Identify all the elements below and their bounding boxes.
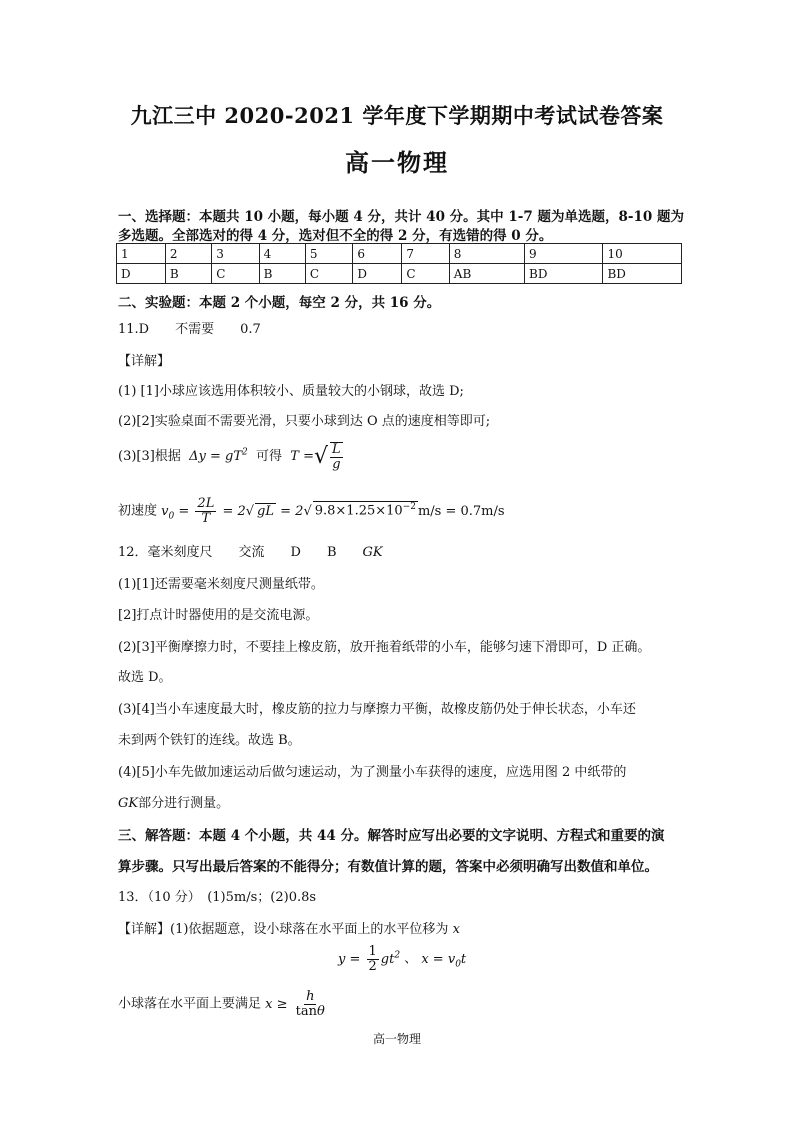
q12-detail-1: (1)[1]还需要毫米刻度尺测量纸带。 (118, 577, 324, 592)
page-title: 九江三中 2020-2021 学年度下学期期中考试试卷答案 (130, 103, 664, 128)
q12-detail-3: (2)[3]平衡摩擦力时，不要挂上橡皮筋，放开拖着纸带的小车，能够匀速下滑即可，D 正确。 (118, 640, 651, 655)
q12-answer-text: 12．毫米刻度尺 交流 D B (118, 545, 363, 560)
q13-detail-var: x (452, 922, 460, 937)
q12-answer-gk: GK (362, 545, 383, 560)
table-cell: 3 (212, 244, 259, 264)
q13-detail (118, 918, 460, 937)
section1-heading-line1: 一、选择题：本题共 10 小题，每小题 4 分，共计 40 分。其中 1-7 题为单选题，8-10 题为 (118, 209, 684, 225)
q12-detail-8-gk: GK (118, 796, 139, 811)
formula-delta-y: $\Delta y = gT^2$ (184, 447, 248, 465)
page-subtitle: 高一物理 (345, 148, 449, 177)
table-cell: C (305, 264, 352, 284)
table-cell: D (353, 264, 402, 284)
table-cell: BD (603, 264, 682, 284)
formula-condition: x ≥ $\frac{h}{\tan\theta}$ (265, 989, 325, 1019)
q12-detail-4: 故选 D。 (118, 670, 172, 685)
table-cell: 8 (449, 244, 524, 264)
formula-initial-velocity: $v_0$ = $\frac{2L}{T}$ = 2√ gL = 2√ $9.8\times 1.25\times 10^{-2}$ m/s = 0.7m/s (161, 496, 505, 526)
table-cell: D (117, 264, 166, 284)
q12-detail-7: (4)[5]小车先做加速运动后做匀速运动，为了测量小车获得的速度，应选用图 2 中纸带的 (118, 765, 627, 780)
q13-condition-prefix: 小球落在水平面上要满足 (118, 996, 262, 1012)
q13-condition (118, 990, 329, 1018)
section3-heading-line1: 三、解答题：本题 4 个小题，共 44 分。解答时应写出必要的文字说明、方程式和重要的演 (118, 828, 665, 844)
q13-detail-text: 【详解】(1)依据题意，设小球落在水平面上的水平位移为 (118, 922, 449, 937)
formula-period: T =√ $\frac{L}{g}$ (286, 442, 341, 472)
q12-detail-5: (3)[4]当小车速度最大时，橡皮筋的拉力与摩擦力平衡，故橡皮筋仍处于伸长状态，小车还 (118, 702, 636, 717)
table-cell: 9 (525, 244, 603, 264)
table-cell: 4 (259, 244, 305, 264)
q11-detail-3-mid: 可得 (256, 449, 283, 465)
answer-table (116, 243, 682, 284)
q12-detail-6: 未到两个铁钉的连线。故选 B。 (118, 733, 301, 748)
table-cell: C (402, 264, 449, 284)
q12-detail-8 (118, 792, 229, 811)
table-cell: AB (449, 264, 524, 284)
detail-label: 【详解】 (118, 354, 171, 369)
q13-answer: 13．（10 分） (1)5m/s；(2)0.8s (118, 890, 317, 905)
table-cell: C (212, 264, 259, 284)
table-cell: BD (525, 264, 603, 284)
table-cell: B (259, 264, 305, 284)
table-cell: 1 (117, 244, 166, 264)
table-row-numbers (117, 244, 682, 264)
q12-answer (118, 541, 383, 560)
table-cell: 6 (353, 244, 402, 264)
section3-heading-line2: 算步骤。只写出最后答案的不能得分；有数值计算的题，答案中必须明确写出数值和单位。 (118, 859, 658, 875)
q12-detail-8-text: 部分进行测量。 (138, 796, 230, 811)
section2-heading: 二、实验题：本题 2 个小题，每空 2 分，共 16 分。 (118, 295, 441, 311)
page-footer: 高一物理 (372, 1032, 421, 1046)
formula-motion: y = $\frac{1}{2}$ $gt^2$ 、 $x = v_0t$ (338, 944, 467, 974)
q11-detail-3-prefix: (3)[3]根据 (118, 449, 181, 465)
q11-detail-4-prefix: 初速度 (118, 503, 158, 519)
q11-detail-4 (118, 497, 505, 525)
q11-answer: 11.D 不需要 0.7 (118, 322, 261, 337)
table-cell: 7 (402, 244, 449, 264)
table-row-answers (117, 264, 682, 284)
q11-detail-2: (2)[2]实验桌面不需要光滑，只要小球到达 O 点的速度相等即可; (118, 414, 491, 429)
q11-detail-3 (118, 442, 345, 471)
table-cell: 2 (165, 244, 211, 264)
q12-detail-2: [2]打点计时器使用的是交流电源。 (118, 608, 319, 623)
table-cell: 5 (305, 244, 352, 264)
table-cell: B (165, 264, 211, 284)
section1-heading-line2: 多选题。全部选对的得 4 分，选对但不全的得 2 分，有选错的得 0 分。 (118, 228, 553, 244)
q11-detail-1: (1) [1]小球应该选用体积较小、质量较大的小钢球，故选 D; (118, 384, 464, 399)
table-cell: 10 (603, 244, 682, 264)
